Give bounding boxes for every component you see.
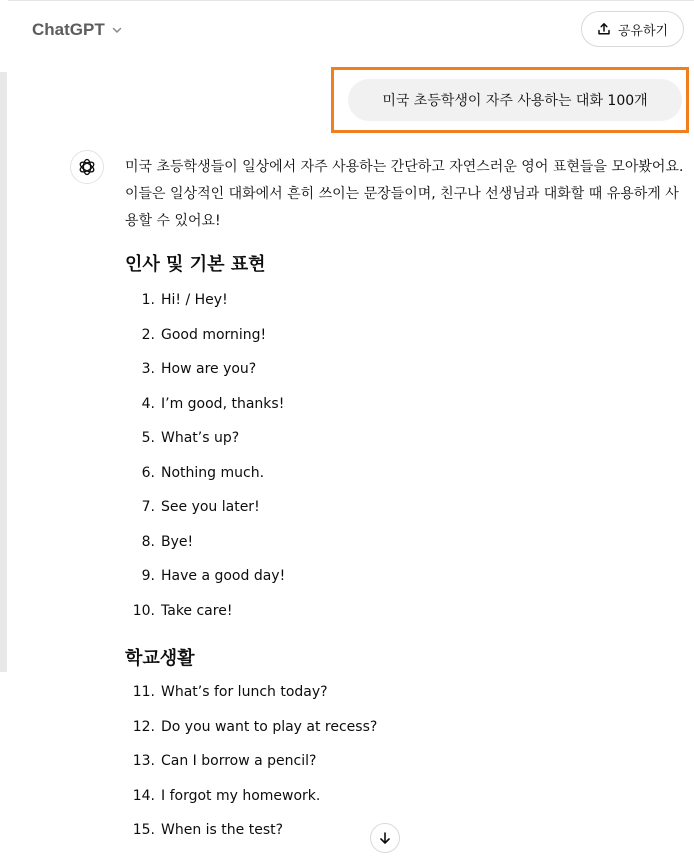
item-text: Bye! (161, 533, 194, 550)
item-text: How are you? (161, 361, 257, 377)
list-item (125, 822, 685, 857)
list-item (125, 327, 685, 362)
assistant-avatar (70, 150, 104, 184)
chevron-down-icon (111, 24, 123, 36)
item-text: Can I borrow a pencil? (161, 753, 317, 769)
item-text: When is the test? (161, 822, 284, 838)
list-item (125, 292, 685, 327)
list-item (125, 499, 685, 534)
scroll-to-bottom-button[interactable] (370, 823, 400, 853)
list-item (125, 603, 685, 638)
list-item (125, 684, 685, 719)
item-number: 8. (141, 533, 155, 550)
item-number: 9. (141, 568, 155, 584)
user-message-bubble: 미국 초등학생이 자주 사용하는 대화 100개 (348, 79, 682, 121)
item-number: 3. (141, 361, 155, 377)
item-text: Good morning! (161, 326, 267, 343)
assistant-message (125, 154, 685, 838)
list-item (125, 396, 685, 431)
item-text: I’m good, thanks! (161, 395, 285, 412)
item-number: 7. (141, 499, 155, 515)
item-number: 11. (132, 684, 155, 700)
list-item (125, 568, 685, 603)
item-number: 6. (141, 464, 155, 481)
top-divider (8, 0, 694, 1)
item-text: I forgot my homework. (161, 787, 321, 804)
item-number: 5. (141, 430, 155, 446)
list-item (125, 753, 685, 788)
item-number: 14. (132, 787, 155, 804)
school-life-list (125, 684, 685, 857)
item-number: 1. (141, 292, 155, 308)
user-message-highlight (331, 67, 689, 133)
share-label: 공유하기 (617, 23, 669, 39)
list-item (125, 534, 685, 569)
item-number: 2. (141, 326, 155, 343)
share-button[interactable] (581, 11, 684, 47)
item-text: Do you want to play at recess? (161, 718, 378, 735)
assistant-intro: 미국 초등학생들이 일상에서 자주 사용하는 간단하고 자연스러운 영어 표현들을 모아봤어요. 이들은 일상적인 대화에서 흔히 쓰이는 문장들이며, 친구나 선생님과 대화할 때 유용하게 사용할 수 있어요! (125, 159, 684, 229)
list-item (125, 361, 685, 396)
sidebar-edge (0, 72, 7, 672)
greetings-list (125, 292, 685, 637)
item-text: Have a good day! (161, 568, 286, 584)
item-text: What’s up? (161, 430, 240, 446)
list-item (125, 465, 685, 500)
top-bar (0, 0, 694, 60)
share-upload-icon (597, 22, 611, 36)
model-name: ChatGPT (32, 20, 105, 39)
list-item (125, 719, 685, 754)
item-text: Hi! / Hey! (161, 292, 228, 308)
item-text: Nothing much. (161, 464, 265, 481)
item-text: What’s for lunch today? (161, 684, 328, 700)
arrow-down-icon (378, 831, 392, 845)
item-number: 13. (132, 753, 155, 769)
section-title-greetings: 인사 및 기본 표현 (125, 254, 266, 275)
openai-logo-icon (77, 157, 97, 177)
list-item (125, 788, 685, 823)
item-number: 12. (132, 718, 155, 735)
item-text: See you later! (161, 499, 260, 515)
item-text: Take care! (161, 602, 233, 619)
item-number: 4. (141, 395, 155, 412)
list-item (125, 430, 685, 465)
item-number: 15. (132, 822, 155, 838)
section-title-school-life: 학교생활 (125, 648, 195, 669)
item-number: 10. (132, 602, 155, 619)
model-selector[interactable] (32, 18, 123, 42)
